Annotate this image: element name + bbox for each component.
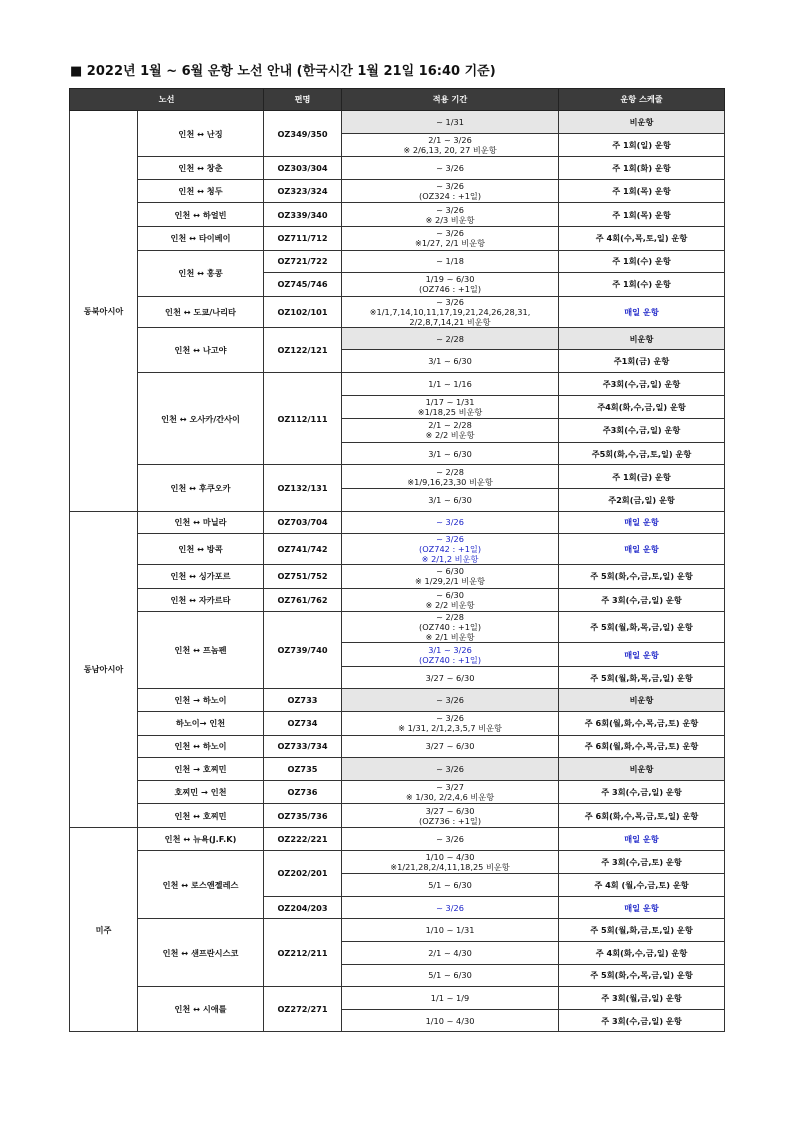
period-line: 2/1 ~ 3/26: [428, 134, 472, 145]
period-line: ~ 3/26: [436, 764, 464, 775]
period-line: ~ 3/26: [436, 228, 464, 239]
schedule-cell: 주 1회(수) 운항: [559, 250, 725, 273]
period-line: ~ 3/26: [436, 204, 464, 215]
table-row: [70, 850, 725, 874]
period-cell: [342, 250, 559, 273]
flight-cell: OZ349/350: [264, 111, 342, 157]
period-line: ※ 1/30, 2/2,4,6 비운항: [405, 792, 495, 803]
period-line: ~ 3/26: [436, 517, 464, 528]
region-cell: 동북아시아: [70, 111, 138, 512]
schedule-cell: 주 3회(수,금,일) 운항: [559, 1009, 725, 1032]
schedule-cell: 주 4회(화,수,금,일) 운항: [559, 942, 725, 965]
period-line: ※ 2/2 비운항: [425, 599, 475, 610]
period-cell: [342, 203, 559, 227]
table-row: [70, 612, 725, 643]
period-cell: [342, 612, 559, 643]
table-row: [70, 987, 725, 1010]
header-period: 적용 기간: [342, 89, 559, 111]
period-line: 3/1 ~ 6/30: [428, 448, 472, 459]
period-cell: [342, 273, 559, 297]
table-row: [70, 226, 725, 250]
period-cell: [342, 942, 559, 965]
flight-cell: OZ761/762: [264, 588, 342, 612]
route-cell: 인천 ↔ 타이베이: [138, 226, 264, 250]
period-line: (OZ740 : +1일): [419, 622, 482, 633]
flight-cell: OZ751/752: [264, 565, 342, 589]
schedule-cell: 주 1회(목) 운항: [559, 179, 725, 203]
route-cell: 인천 ↔ 샌프란시스코: [138, 919, 264, 987]
period-line: (OZ742 : +1일): [419, 544, 482, 555]
schedule-cell: 매일 운항: [559, 534, 725, 565]
period-line: ※ 1/29,2/1 비운항: [415, 576, 485, 587]
period-line: 5/1 ~ 6/30: [428, 880, 472, 891]
schedule-cell: 주 4회(수,목,토,일) 운항: [559, 226, 725, 250]
route-cell: 인천 ↔ 창춘: [138, 157, 264, 180]
period-line: ~ 6/30: [436, 589, 464, 600]
period-cell: [342, 465, 559, 489]
period-line: 3/27 ~ 6/30: [425, 805, 475, 816]
period-line: ~ 3/26: [436, 181, 464, 192]
table-header-row: [70, 89, 725, 111]
schedule-cell: 주 1회(일) 운항: [559, 133, 725, 157]
flight-cell: OZ733/734: [264, 735, 342, 758]
period-line: ~ 6/30: [436, 566, 464, 577]
table-row: [70, 203, 725, 227]
period-line: ~ 3/26: [436, 833, 464, 844]
period-line: ※ 2/3 비운항: [425, 214, 475, 225]
period-cell: [342, 666, 559, 689]
period-line: ~ 3/27: [436, 782, 464, 793]
period-cell: [342, 179, 559, 203]
schedule-cell: 주1회(금) 운항: [559, 350, 725, 373]
period-cell: [342, 327, 559, 350]
period-cell: [342, 534, 559, 565]
period-cell: [342, 689, 559, 712]
period-cell: [342, 712, 559, 736]
route-cell: 인천 → 하노이: [138, 689, 264, 712]
flight-cell: OZ132/131: [264, 465, 342, 511]
table-row: [70, 712, 725, 736]
route-cell: 인천 ↔ 로스앤젤레스: [138, 850, 264, 919]
schedule-cell: 주 3회(수,금,일) 운항: [559, 780, 725, 804]
table-row: [70, 511, 725, 534]
route-cell: 인천 ↔ 나고야: [138, 327, 264, 372]
period-cell: [342, 643, 559, 667]
period-line: 3/1 ~ 6/30: [428, 356, 472, 367]
route-cell: 인천 ↔ 하얼빈: [138, 203, 264, 227]
schedule-cell: 비운항: [559, 689, 725, 712]
period-cell: [342, 1009, 559, 1032]
schedule-cell: 주 5회(월,화,금,토,일) 운항: [559, 919, 725, 942]
period-line: ~ 3/26: [436, 296, 464, 307]
route-cell: 인천 ↔ 프놈펜: [138, 612, 264, 689]
period-cell: [342, 987, 559, 1010]
period-line: 3/27 ~ 6/30: [425, 741, 475, 752]
table-row: [70, 157, 725, 180]
period-line: 1/10 ~ 4/30: [425, 1015, 475, 1026]
table-row: [70, 919, 725, 942]
route-cell: 인천 ↔ 호찌민: [138, 804, 264, 828]
schedule-cell: 비운항: [559, 758, 725, 781]
table-row: [70, 735, 725, 758]
flight-cell: OZ303/304: [264, 157, 342, 180]
route-cell: 인천 ↔ 하노이: [138, 735, 264, 758]
period-cell: [342, 588, 559, 612]
flight-cell: OZ703/704: [264, 511, 342, 534]
period-line: (OZ736 : +1일): [419, 815, 482, 826]
flight-cell: OZ204/203: [264, 896, 342, 919]
schedule-cell: 주 5회(월,화,목,금,일) 운항: [559, 612, 725, 643]
schedule-cell: 매일 운항: [559, 643, 725, 667]
period-line: ~ 1/18: [436, 256, 464, 267]
period-line: (OZ740 : +1일): [419, 654, 482, 665]
table-row: [70, 828, 725, 851]
schedule-cell: 주 6회(월,화,수,목,금,토) 운항: [559, 712, 725, 736]
route-cell: 인천 ↔ 마닐라: [138, 511, 264, 534]
flight-cell: OZ735: [264, 758, 342, 781]
flight-cell: OZ112/111: [264, 372, 342, 464]
period-cell: [342, 488, 559, 511]
table-row: [70, 296, 725, 327]
flight-cell: OZ102/101: [264, 296, 342, 327]
schedule-cell: 비운항: [559, 327, 725, 350]
period-line: ~ 2/28: [436, 612, 464, 623]
table-row: [70, 565, 725, 589]
schedule-cell: 주 1회(수) 운항: [559, 273, 725, 297]
period-line: ※1/27, 2/1 비운항: [415, 238, 485, 249]
table-row: [70, 327, 725, 350]
period-cell: [342, 804, 559, 828]
period-line: ~ 3/26: [436, 713, 464, 724]
schedule-cell: 주 1회(금) 운항: [559, 465, 725, 489]
period-cell: [342, 828, 559, 851]
period-cell: [342, 350, 559, 373]
region-cell: 동남아시아: [70, 511, 138, 828]
flight-cell: OZ122/121: [264, 327, 342, 372]
period-line: 2/2,8,7,14,21 비운항: [409, 316, 491, 327]
route-cell: 인천 ↔ 홍콩: [138, 250, 264, 296]
period-cell: [342, 850, 559, 874]
period-line: 2/1 ~ 4/30: [428, 947, 472, 958]
schedule-cell: 주 5회(화,수,목,금,일) 운항: [559, 964, 725, 987]
period-line: ※ 2/6,13, 20, 27 비운항: [403, 144, 497, 155]
period-cell: [342, 780, 559, 804]
schedule-cell: 매일 운항: [559, 511, 725, 534]
schedule-cell: 주 3회(수,금,토) 운항: [559, 850, 725, 874]
period-line: ※ 1/31, 2/1,2,3,5,7 비운항: [398, 723, 502, 734]
flight-cell: OZ711/712: [264, 226, 342, 250]
period-line: 1/1 ~ 1/16: [428, 378, 472, 389]
flight-cell: OZ323/324: [264, 179, 342, 203]
header-route: 노선: [70, 89, 264, 111]
period-line: ~ 3/26: [436, 162, 464, 173]
schedule-cell: 주3회(수,금,일) 운항: [559, 419, 725, 443]
table-row: [70, 179, 725, 203]
period-cell: [342, 896, 559, 919]
period-line: 3/1 ~ 6/30: [428, 494, 472, 505]
page-title: ■ 2022년 1월 ~ 6월 운항 노선 안내 (한국시간 1월 21일 16:40 기준): [70, 64, 496, 79]
flight-cell: OZ339/340: [264, 203, 342, 227]
period-line: 1/10 ~ 4/30: [425, 851, 475, 862]
flight-cell: OZ739/740: [264, 612, 342, 689]
route-schedule-table: [69, 88, 725, 1032]
header-schedule: 운항 스케줄: [559, 89, 725, 111]
table-row: [70, 804, 725, 828]
period-line: ~ 2/28: [436, 333, 464, 344]
flight-cell: OZ222/221: [264, 828, 342, 851]
schedule-cell: 주4회(화,수,금,일) 운항: [559, 395, 725, 419]
schedule-cell: 주 5회(월,화,목,금,일) 운항: [559, 666, 725, 689]
route-cell: 인천 ↔ 자카르타: [138, 588, 264, 612]
period-line: ※1/9,16,23,30 비운항: [407, 476, 493, 487]
period-cell: [342, 395, 559, 419]
flight-cell: OZ734: [264, 712, 342, 736]
schedule-cell: 주 1회(목) 운항: [559, 203, 725, 227]
route-cell: 인천 ↔ 뉴욕(J.F.K): [138, 828, 264, 851]
schedule-cell: 주5회(화,수,금,토,일) 운항: [559, 442, 725, 465]
schedule-cell: 매일 운항: [559, 828, 725, 851]
period-line: ~ 1/31: [436, 116, 464, 127]
flight-cell: OZ735/736: [264, 804, 342, 828]
schedule-cell: 매일 운항: [559, 296, 725, 327]
route-cell: 인천 ↔ 도쿄/나리타: [138, 296, 264, 327]
route-cell: 하노이→ 인천: [138, 712, 264, 736]
period-cell: [342, 735, 559, 758]
period-line: ~ 3/26: [436, 902, 464, 913]
header-flight: 편명: [264, 89, 342, 111]
table-row: [70, 534, 725, 565]
route-cell: 인천 ↔ 싱가포르: [138, 565, 264, 589]
period-cell: [342, 296, 559, 327]
period-cell: [342, 419, 559, 443]
route-cell: 호찌민 → 인천: [138, 780, 264, 804]
flight-cell: OZ736: [264, 780, 342, 804]
route-cell: 인천 ↔ 시애틀: [138, 987, 264, 1032]
flight-cell: OZ272/271: [264, 987, 342, 1032]
period-cell: [342, 442, 559, 465]
period-line: ※ 2/1,2 비운항: [421, 554, 479, 565]
flight-cell: OZ741/742: [264, 534, 342, 565]
flight-cell: OZ212/211: [264, 919, 342, 987]
schedule-cell: 매일 운항: [559, 896, 725, 919]
period-line: 3/27 ~ 6/30: [425, 672, 475, 683]
period-line: ※ 2/1 비운항: [425, 632, 475, 643]
period-line: 5/1 ~ 6/30: [428, 970, 472, 981]
table-row: [70, 689, 725, 712]
period-cell: [342, 565, 559, 589]
schedule-cell: 주 3회(수,금,일) 운항: [559, 588, 725, 612]
table-row: [70, 372, 725, 395]
table-row: [70, 465, 725, 489]
schedule-cell: 주 3회(월,금,일) 운항: [559, 987, 725, 1010]
flight-cell: OZ721/722: [264, 250, 342, 273]
period-line: 1/1 ~ 1/9: [430, 992, 470, 1003]
schedule-cell: 비운항: [559, 111, 725, 134]
period-line: (OZ746 : +1일): [419, 284, 482, 295]
period-line: 1/19 ~ 6/30: [425, 274, 475, 285]
route-cell: 인천 ↔ 후쿠오카: [138, 465, 264, 511]
schedule-cell: 주 5회(화,수,금,토,일) 운항: [559, 565, 725, 589]
route-cell: 인천 → 호찌민: [138, 758, 264, 781]
flight-cell: OZ745/746: [264, 273, 342, 297]
period-line: 1/17 ~ 1/31: [425, 396, 475, 407]
period-line: 2/1 ~ 2/28: [428, 420, 472, 431]
table-row: [70, 780, 725, 804]
period-cell: [342, 157, 559, 180]
schedule-cell: 주3회(수,금,일) 운항: [559, 372, 725, 395]
table-row: [70, 111, 725, 134]
period-line: ※1/21,28,2/4,11,18,25 비운항: [390, 861, 510, 872]
route-cell: 인천 ↔ 청두: [138, 179, 264, 203]
table-row: [70, 758, 725, 781]
period-cell: [342, 964, 559, 987]
period-cell: [342, 372, 559, 395]
period-cell: [342, 874, 559, 897]
period-line: 1/10 ~ 1/31: [425, 925, 475, 936]
schedule-cell: 주2회(금,일) 운항: [559, 488, 725, 511]
period-cell: [342, 226, 559, 250]
schedule-cell: 주 6회(월,화,수,목,금,토) 운항: [559, 735, 725, 758]
period-line: 3/1 ~ 3/26: [428, 644, 472, 655]
period-cell: [342, 133, 559, 157]
period-line: ※1/18,25 비운항: [417, 406, 483, 417]
flight-cell: OZ733: [264, 689, 342, 712]
schedule-cell: 주 1회(화) 운항: [559, 157, 725, 180]
period-line: ~ 3/26: [436, 534, 464, 545]
period-cell: [342, 511, 559, 534]
table-row: [70, 588, 725, 612]
period-cell: [342, 111, 559, 134]
period-line: ※1/1,7,14,10,11,17,19,21,24,26,28,31,: [369, 306, 531, 317]
schedule-cell: 주 4회 (월,수,금,토) 운항: [559, 874, 725, 897]
route-cell: 인천 ↔ 난징: [138, 111, 264, 157]
period-line: ~ 2/28: [436, 466, 464, 477]
schedule-cell: 주 6회(화,수,목,금,토,일) 운항: [559, 804, 725, 828]
table-row: [70, 250, 725, 273]
period-cell: [342, 758, 559, 781]
region-cell: 미주: [70, 828, 138, 1032]
route-cell: 인천 ↔ 오사카/간사이: [138, 372, 264, 464]
flight-cell: OZ202/201: [264, 850, 342, 896]
period-line: ~ 3/26: [436, 695, 464, 706]
route-cell: 인천 ↔ 방콕: [138, 534, 264, 565]
period-line: (OZ324 : +1일): [419, 191, 482, 202]
period-line: ※ 2/2 비운항: [425, 430, 475, 441]
period-cell: [342, 919, 559, 942]
